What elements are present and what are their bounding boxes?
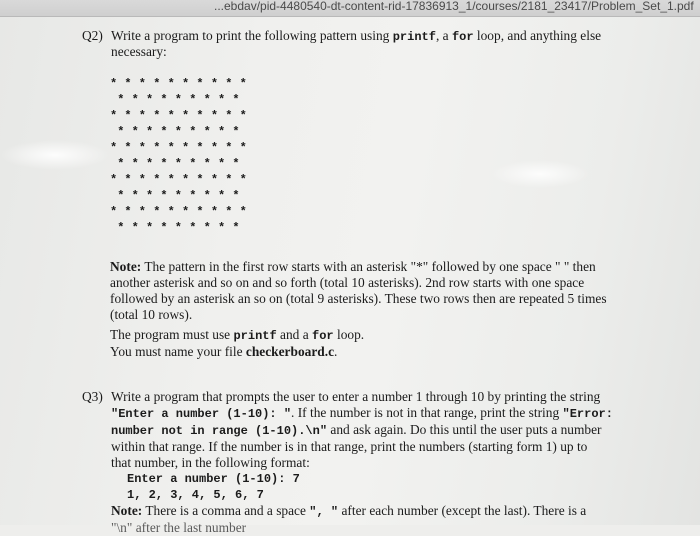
q2-text: Write a program to print the following pattern using	[111, 28, 393, 43]
req-code-printf: printf	[233, 329, 277, 343]
req-text: You must name your file	[110, 344, 246, 359]
pattern-row: * * * * * * * * * *	[110, 173, 247, 187]
note-label: Note:	[110, 259, 142, 274]
example-output: Enter a number (1-10): 7	[127, 472, 300, 486]
q2-requirements	[110, 327, 635, 360]
pattern-row: * * * * * * * * *	[110, 189, 240, 203]
asterisk-pattern	[110, 76, 247, 236]
q3-code-error: "Error:	[562, 407, 613, 421]
q2-code-printf: printf	[392, 30, 436, 44]
q3-text-cut: "\n" after the last number	[111, 520, 247, 535]
req-text: The program must use	[110, 327, 234, 342]
note-label: Note:	[111, 503, 143, 518]
q2-text: loop, and anything else	[473, 28, 602, 43]
file-name: checkerboard.c	[245, 344, 335, 359]
example-output: 1, 2, 3, 4, 5, 6, 7	[127, 488, 264, 502]
q2-text: , a	[435, 28, 452, 43]
pattern-row: * * * * * * * * * *	[110, 205, 247, 219]
q3-text: and ask again. Do this until the user puts a number	[327, 422, 602, 437]
q2-prompt-line2: necessary:	[111, 44, 167, 59]
q2-number: Q2)	[82, 28, 103, 43]
q3-text: . If the number is not in that range, print the string	[291, 405, 563, 420]
pattern-row: * * * * * * * * *	[110, 221, 240, 235]
q2-note	[110, 259, 635, 323]
q3-number: Q3)	[82, 389, 103, 404]
note-text: The pattern in the first row starts with an asterisk "*" followed by one space " " then	[141, 259, 596, 274]
q3-text: within that range. If the number is in that range, print the numbers (starting form 1) up to	[111, 439, 588, 454]
q3-code-error-cont: number not in range (1-10).\n"	[111, 424, 328, 438]
q3-prompt	[111, 389, 671, 535]
q3-code-sep: ", "	[309, 505, 339, 519]
note-text: another asterisk and so on and so forth (total 10 asterisks). 2nd row starts with one space	[110, 275, 585, 290]
req-code-for: for	[312, 329, 334, 343]
req-text: .	[334, 344, 338, 359]
q3-text: that number, in the following format:	[111, 455, 310, 470]
note-text: (total 10 rows).	[110, 307, 193, 322]
q2-prompt-line1	[111, 28, 671, 45]
pattern-row: * * * * * * * * *	[110, 157, 240, 171]
pattern-row: * * * * * * * * * *	[110, 141, 247, 155]
pdf-document	[0, 16, 700, 535]
q3-text: after each number (except the last). There is a	[338, 503, 587, 518]
q2-code-for: for	[451, 30, 474, 44]
url-text: ...ebdav/pid-4480540-dt-content-rid-17836913_1/courses/2181_23417/Problem_Set_1.pdf	[214, 0, 694, 13]
req-text: and a	[276, 327, 313, 342]
pattern-row: * * * * * * * * * *	[110, 77, 247, 91]
q3-code-prompt: "Enter a number (1-10): "	[111, 407, 292, 421]
pattern-row: * * * * * * * * * *	[110, 109, 247, 123]
q3-text: Write a program that prompts the user to enter a number 1 through 10 by printing the string	[111, 389, 601, 404]
browser-address-bar[interactable]	[0, 0, 700, 17]
req-text: loop.	[333, 327, 365, 342]
pattern-row: * * * * * * * * *	[110, 93, 240, 107]
q3-text: There is a comma and a space	[142, 503, 310, 518]
pattern-row: * * * * * * * * *	[110, 125, 240, 139]
note-text: followed by an asterisk an so on (total 9 asterisks). These two rows then are repeated 5 times	[110, 291, 607, 306]
